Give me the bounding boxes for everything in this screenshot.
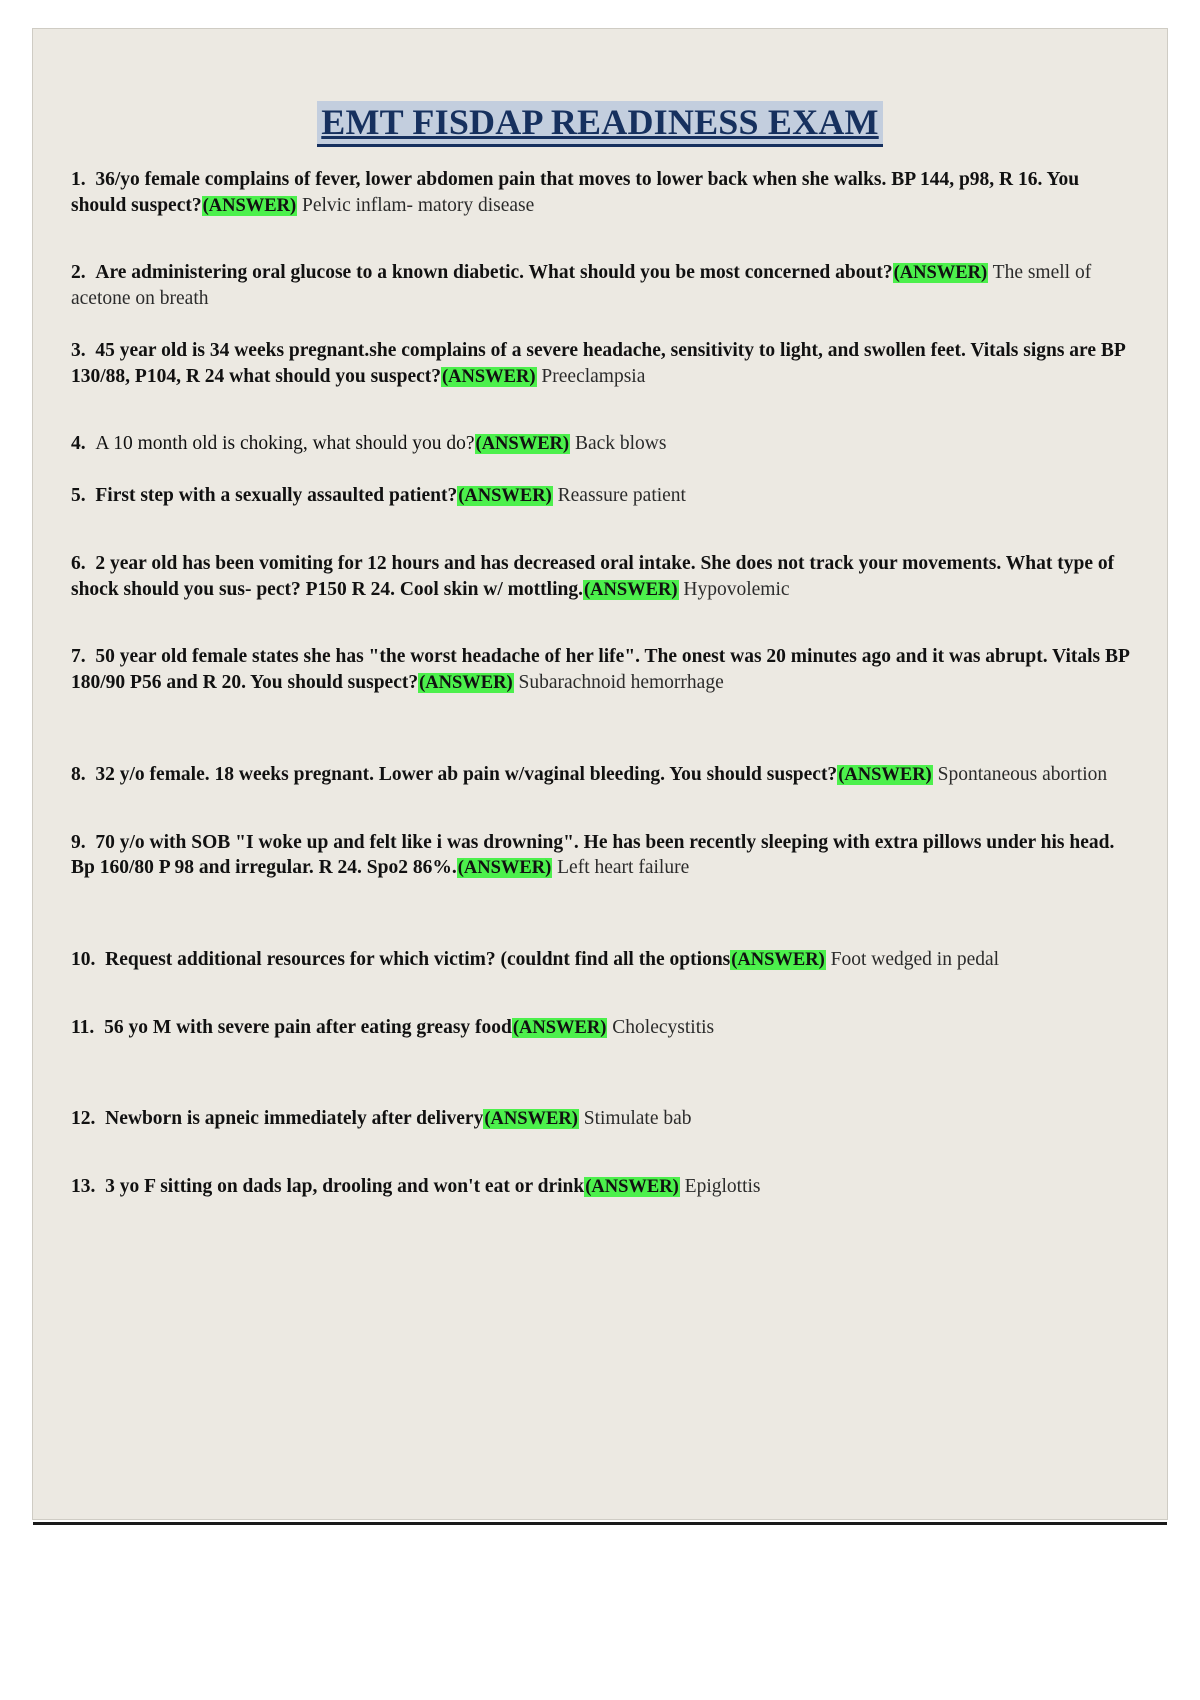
question-item: [71, 644, 1131, 695]
question-text: Request additional resources for which victim? (couldnt find all the options: [105, 949, 731, 971]
page-title-text: EMT FISDAP READINESS EXAM: [317, 101, 882, 147]
answer-tag: (ANSWER): [512, 1017, 607, 1038]
answer-text: Reassure patient: [557, 485, 686, 507]
question-item: [71, 1106, 1131, 1132]
answer-text: The smell of acetone on breath: [71, 262, 1092, 310]
question-item: [71, 431, 1131, 457]
answer-tag: (ANSWER): [484, 1109, 578, 1130]
question-item: [71, 762, 1131, 788]
question-number: 5.: [71, 485, 86, 507]
answer-text: Back blows: [574, 433, 667, 455]
answer-text: Left heart failure: [557, 857, 690, 879]
question-text: Are administering oral glucose to a known diabetic. What should you be most concerned about?: [95, 262, 893, 284]
spacer: [71, 1222, 1131, 1226]
question-text: A 10 month old is choking, what should you do?: [95, 433, 475, 455]
question-number: 2.: [71, 262, 86, 284]
answer-tag: (ANSWER): [442, 366, 536, 387]
question-list: [33, 167, 1167, 1226]
question-item: [71, 338, 1131, 389]
question-number: 8.: [71, 763, 86, 785]
answer-tag: (ANSWER): [838, 764, 932, 785]
question-text: 50 year old female states she has "the worst headache of her life". The onest was 20 minutes ago and it was abrupt. Vitals BP 180/90 P56 and R 20. You should suspect?: [71, 646, 1129, 694]
answer-text: Hypovolemic: [683, 578, 790, 600]
answer-tag: (ANSWER): [202, 195, 297, 216]
spacer: [71, 531, 1131, 551]
spacer: [71, 1062, 1131, 1106]
question-text: 3 yo F sitting on dads lap, drooling and won't eat or drink: [105, 1176, 585, 1198]
document-page: [33, 29, 1167, 1519]
question-number: 6.: [71, 552, 86, 574]
question-number: 13.: [71, 1176, 96, 1198]
spacer: [71, 624, 1131, 644]
answer-tag: (ANSWER): [583, 579, 678, 600]
question-number: 12.: [71, 1108, 96, 1130]
spacer: [71, 1154, 1131, 1174]
spacer: [71, 810, 1131, 830]
question-number: 10.: [71, 949, 96, 971]
answer-tag: (ANSWER): [457, 858, 552, 879]
answer-text: Pelvic inflam- matory disease: [302, 194, 535, 216]
question-item: [71, 830, 1131, 881]
question-item: [71, 1174, 1131, 1200]
question-text: 45 year old is 34 weeks pregnant.she complains of a severe headache, sensitivity to light, and swollen feet. Vitals signs are BP 130/88, P104, R 24 what should you suspect?: [71, 339, 1125, 387]
answer-text: Epiglottis: [684, 1176, 761, 1198]
answer-text: Spontaneous abortion: [937, 763, 1108, 785]
answer-tag: (ANSWER): [731, 950, 825, 971]
spacer: [71, 995, 1131, 1015]
question-text: Newborn is apneic immediately after delivery: [105, 1108, 484, 1130]
answer-text: Stimulate bab: [583, 1108, 692, 1130]
question-number: 1.: [71, 169, 86, 190]
question-item: [71, 1015, 1131, 1041]
question-number: 3.: [71, 339, 86, 361]
question-item: [71, 260, 1131, 311]
question-text: 2 year old has been vomiting for 12 hours and has decreased oral intake. She does not track your movements. What type of shock should you sus- pect? P150 R 24. Cool skin w/ mottling.: [71, 552, 1115, 600]
question-text: 32 y/o female. 18 weeks pregnant. Lower ab pain w/vaginal bleeding. You should suspect?: [95, 763, 838, 785]
question-item: [71, 167, 1131, 218]
answer-text: Preeclampsia: [541, 365, 646, 387]
spacer: [71, 718, 1131, 762]
spacer: [71, 903, 1131, 947]
answer-tag: (ANSWER): [419, 673, 513, 694]
question-item: [71, 947, 1131, 973]
question-item: [71, 483, 1131, 509]
page-bottom-rule: [33, 1522, 1167, 1525]
page-title: [33, 101, 1167, 143]
question-item: [71, 551, 1131, 602]
question-text: 56 yo M with severe pain after eating greasy food: [104, 1016, 512, 1038]
answer-text: Foot wedged in pedal: [830, 949, 1000, 971]
answer-tag: (ANSWER): [458, 486, 552, 507]
answer-tag: (ANSWER): [475, 434, 570, 455]
question-text: 70 y/o with SOB "I woke up and felt like i was drowning". He has been recently sleeping with extra pillows under his head. Bp 160/80 P 98 and irregular. R 24. Spo2 86%.: [71, 831, 1115, 879]
question-number: 7.: [71, 646, 86, 668]
question-number: 11.: [71, 1016, 95, 1038]
answer-text: Subarachnoid hemorrhage: [518, 672, 724, 694]
spacer: [71, 411, 1131, 431]
question-text: First step with a sexually assaulted patient?: [95, 485, 458, 507]
spacer: [71, 240, 1131, 260]
question-number: 4.: [71, 433, 86, 455]
question-number: 9.: [71, 831, 86, 853]
answer-text: Cholecystitis: [612, 1016, 715, 1038]
answer-tag: (ANSWER): [585, 1177, 679, 1198]
question-text: 36/yo female complains of fever, lower abdomen pain that moves to lower back when she walks. BP 144, p98, R 16. You should suspect?: [71, 169, 1080, 216]
answer-tag: (ANSWER): [893, 263, 988, 284]
